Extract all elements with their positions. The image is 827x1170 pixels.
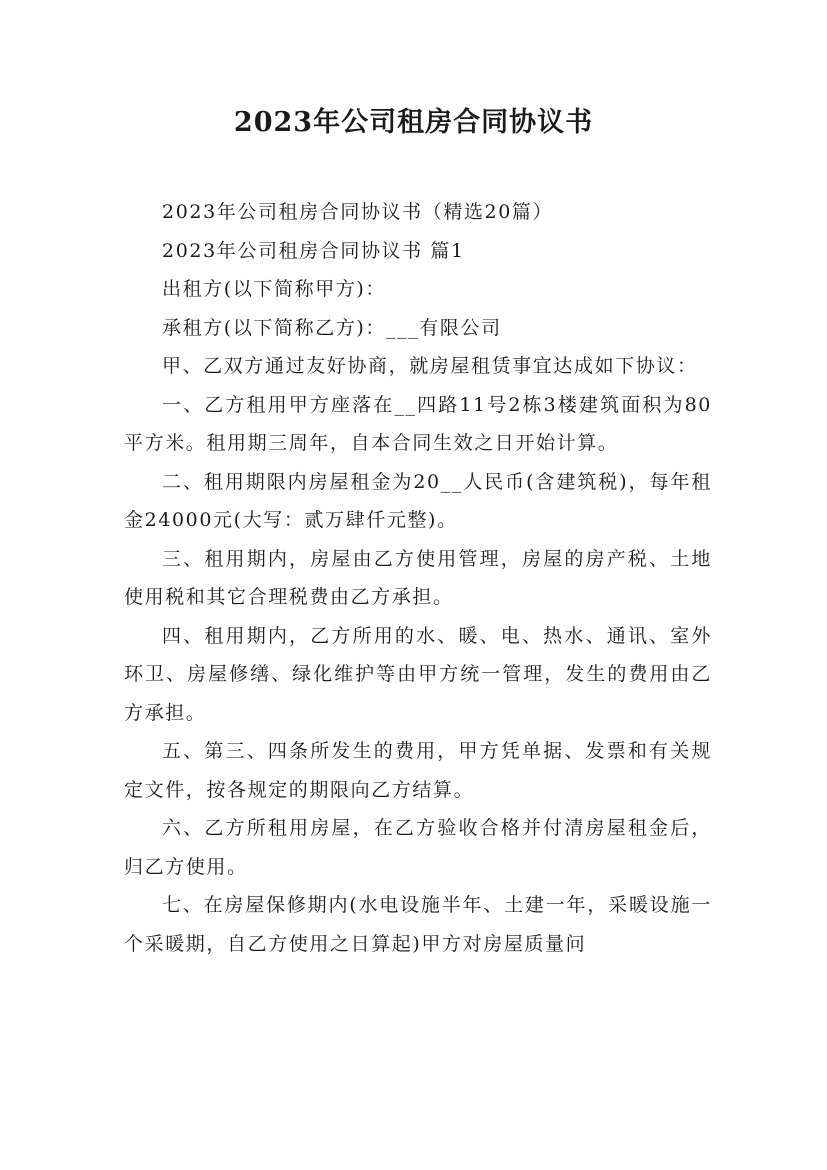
paragraph: 2023年公司租房合同协议书（精选20篇） bbox=[162, 201, 554, 223]
paragraph: 五、第三、四条所发生的费用，甲方凭单据、发票和有关规定文件，按各规定的期限向乙方结算。 bbox=[124, 740, 712, 801]
paragraph: 2023年公司租房合同协议书 篇1 bbox=[162, 239, 465, 262]
document-title: 2023年公司租房合同协议书 bbox=[233, 107, 594, 138]
paragraph: 出租方(以下简称甲方)： bbox=[162, 278, 387, 300]
paragraph: 一、乙方租用甲方座落在__四路11号2栋3楼建筑面积为80平方米。租用期三周年，自本合同生效之日开始计算。 bbox=[124, 393, 712, 454]
paragraph: 三、租用期内，房屋由乙方使用管理，房屋的房产税、土地使用税和其它合理税费由乙方承担。 bbox=[124, 547, 712, 608]
document-body bbox=[124, 193, 712, 963]
paragraph: 承租方(以下简称乙方)：___有限公司 bbox=[162, 316, 502, 339]
paragraph: 七、在房屋保修期内(水电设施半年、土建一年，采暖设施一个采暖期，自乙方使用之日算起)甲方对房屋质量问 bbox=[124, 894, 712, 955]
paragraph: 六、乙方所租用房屋，在乙方验收合格并付清房屋租金后，归乙方使用。 bbox=[124, 817, 712, 878]
paragraph: 四、租用期内，乙方所用的水、暖、电、热水、通讯、室外环卫、房屋修缮、绿化维护等由甲方统一管理，发生的费用由乙方承担。 bbox=[124, 624, 712, 724]
paragraph: 二、租用期限内房屋租金为20__人民币(含建筑税)，每年租金24000元(大写：贰万肆仟元整)。 bbox=[124, 470, 712, 531]
paragraph: 甲、乙双方通过友好协商，就房屋租赁事宜达成如下协议： bbox=[162, 355, 698, 377]
